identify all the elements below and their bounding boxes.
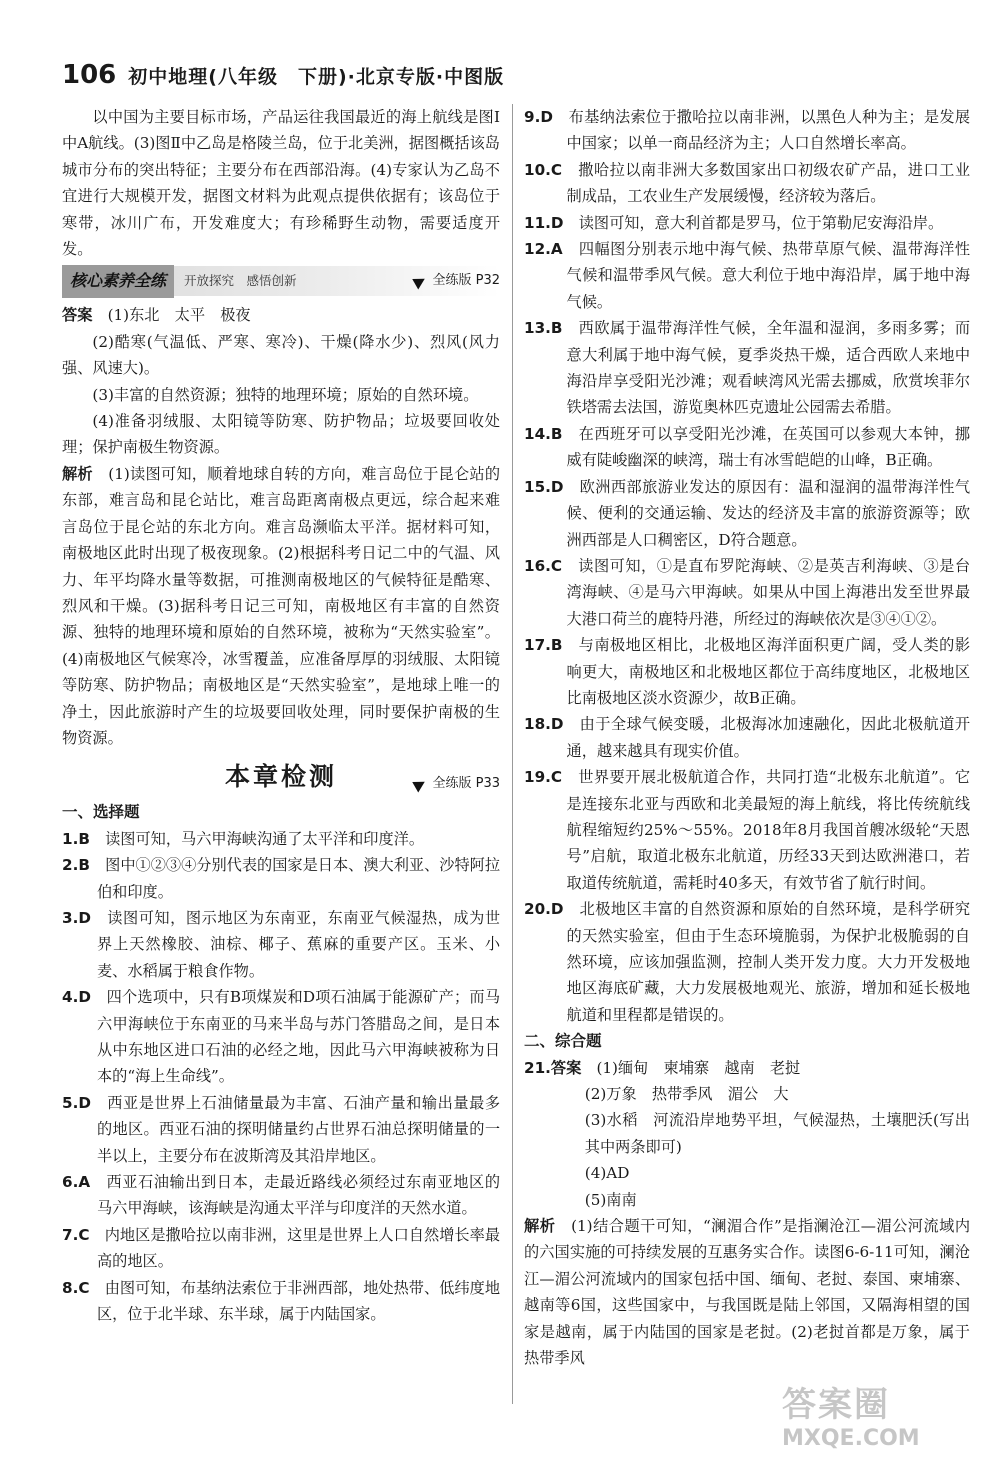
item-text: 图中①②③④分别代表的国家是日本、澳大利亚、沙特阿拉伯和印度。 [96,856,501,901]
item-number: 5.D [62,1093,91,1112]
item-text: 四个选项中，只有B项煤炭和D项石油属于能源矿产；而马六甲海峡位于东南亚的马来半岛与苏门答腊岛之间，是日本从中东地区进口石油的必经之地，因此马六甲海峡被称为日本的“海上生命线”。 [96,988,501,1086]
core-literacy-banner [62,266,500,296]
analysis-paragraph [62,461,500,751]
item-number: 7.C [62,1225,90,1244]
watermark-line2: MXQE.COM [782,1426,920,1451]
list-item [524,157,970,210]
list-item [62,826,500,852]
item-number: 9.D [524,108,553,126]
item-number: 16.C [524,556,563,575]
list-item [524,315,970,421]
item-number: 1.B [62,829,90,848]
page-number: 106 [62,60,117,90]
item-number: 8.C [62,1278,90,1297]
list-item [62,1275,500,1328]
list-item [62,1169,500,1222]
list-item [524,474,970,553]
item-number: 2.B [62,856,90,875]
list-item [524,236,970,315]
banner-title: 核心素养全练 [62,265,174,297]
item-text: 由图可知，布基纳法索位于非洲西部，地处热带、低纬度地区，位于北半球、东半球，属于内陆国家。 [96,1278,501,1324]
list-item [524,553,970,632]
page-header [62,60,504,100]
chapter-test-header [62,755,500,799]
item-number: 11.D [524,213,564,232]
book-title: 初中地理(八年级 下册)·北京专版·中图版 [128,66,505,88]
q21-answer-line [524,1055,970,1081]
item-text: 布基纳法索位于撒哈拉以南非洲，以黑色人种为主；是发展中国家；以单一商品经济为主；人口自然增长率高。 [566,108,971,153]
item-number: 12.A [524,240,563,259]
item-text: 撒哈拉以南非洲大多数国家出口初级农矿产品，进口工业制成品，工农业生产发展缓慢，经济较为落后。 [566,160,971,206]
item-text: 四幅图分别表示地中海气候、热带草原气候、温带海洋性气候和温带季风气候。意大利位于地中海沿岸，属于地中海气候。 [566,240,971,311]
banner-ref-text: 全练版 P32 [432,273,500,289]
answer-label: 答案 [550,1058,582,1077]
answer-line-2: (2)酷寒(气温低、严寒、寒冷)、干燥(降水少)、烈风(风力强、风速大)。 [62,332,500,378]
watermark-line1: 答案圈 [782,1385,890,1425]
item-number: 6.A [62,1173,91,1192]
section-title: 本章检测 [224,762,337,792]
list-item [62,905,500,984]
list-item [62,852,500,905]
list-item [524,210,970,236]
list-item [62,1222,500,1275]
section-ref [414,771,500,797]
item-text: 北极地区丰富的自然资源和原始的自然环境，是科学研究的天然实验室，但由于生态环境脆弱，为保护北极脆弱的自然环境，应该加强监测，控制人类开发力度。大力开发极地地区海底矿藏，大力发展极地观光、旅游，增加和延长极地航道和里程都是错误的。 [566,900,971,1024]
answer-line-4: (4)准备羽绒服、太阳镜等防寒、防护物品；垃圾要回收处理；保护南极生物资源。 [62,412,500,457]
item-text: 内地区是撒哈拉以南非洲，这里是世界上人口自然增长率最高的地区。 [96,1225,501,1271]
list-item [524,896,970,1028]
item-text: 与南极地区相比，北极地区海洋面积更广阔，受人类的影响更大，南极地区和北极地区都位于高纬度地区，北极地区比南极地区淡水资源少，故B正确。 [566,636,971,707]
q21-analysis-text: (1)结合题干可知，“澜湄合作”是指澜沧江—湄公河流域内的六国实施的可持续发展的互惠务实合作。读图6-6-11可知，澜沧江—湄公河流域内的国家包括中国、缅甸、老挝、泰国、柬埔寨、越南等6国，这些国家中，与我国既是陆上邻国，又隔海相望的国家是越南，属于内陆国的国家是老挝。(2)老挝首都是万象，属于热带季风 [524,1217,971,1368]
site-watermark [782,1377,982,1451]
item-text: 读图可知，①是直布罗陀海峡、②是英吉利海峡、③是台湾海峡、④是马六甲海峡。如果从中国上海港出发至世界最大港口荷兰的鹿特丹港，所经过的海峡依次是③④①②。 [566,556,971,628]
q21-answer-1: (1)缅甸 柬埔寨 越南 老挝 [596,1058,801,1077]
part1-title: 一、选择题 [62,803,140,822]
q21-answer-4: (4)AD [584,1164,630,1183]
section-ref-text: 全练版 P33 [432,776,500,792]
item-number: 15.D [524,477,564,496]
column-divider [512,104,513,1404]
list-item [62,984,500,1090]
item-text: 读图可知，图示地区为东南亚，东南亚气候湿热，成为世界上天然橡胶、油棕、椰子、蕉麻的重要产区。玉米、小麦、水稻属于粮食作物。 [96,908,501,980]
part2-title: 二、综合题 [524,1032,602,1051]
list-item [524,421,970,474]
list-item [524,711,970,764]
analysis-text: (1)读图可知，顺着地球自转的方向，难言岛位于昆仑站的东部，难言岛和昆仑站比，难言岛距离南极点更远，综合起来难言岛位于昆仑站的东北方向。难言岛濒临太平洋。据材料可知，南极地区此时出现了极夜现象。(2)根据科考日记二中的气温、风力、年平均降水量等数据，可推测南极地区的气候特征是酷寒、烈风和干燥。(3)据科考日记三可知，南极地区有丰富的自然资源、独特的地理环境和原始的自然环境，被称为“天然实验室”。(4)南极地区气候寒冷，冰雪覆盖，应准备厚厚的羽绒服、太阳镜等防寒、防护物品；南极地区是“天然实验室”，是地球上唯一的净土，因此旅游时产生的垃圾要回收处理，同时要保护南极的生物资源。 [62,464,501,747]
item-number: 20.D [524,900,564,919]
q21-number: 21. [524,1058,551,1077]
item-number: 10.C [524,160,563,179]
list-item [524,764,970,896]
answer-text-1: (1)东北 太平 极夜 [107,306,251,325]
item-text: 由于全球气候变暖，北极海冰加速融化，因此北极航道开通，越来越具有现实价值。 [566,715,971,760]
item-number: 13.B [524,319,563,338]
right-column [524,104,970,1372]
item-text: 西亚石油输出到日本，走最近路线必须经过东南亚地区的马六甲海峡，该海峡是沟通太平洋与印度洋的天然水道。 [96,1173,500,1218]
item-number: 4.D [62,988,91,1007]
analysis-label: 解析 [524,1217,556,1236]
answer-line-3: (3)丰富的自然资源；独特的地理环境；原始的自然环境。 [92,385,479,404]
answer-line-1 [62,302,500,328]
list-item [62,1090,500,1169]
list-item [524,104,970,157]
banner-ref [414,268,500,294]
item-number: 17.B [524,636,563,655]
item-number: 14.B [524,424,563,443]
item-number: 18.D [524,715,564,734]
answer-label: 答案 [62,306,93,325]
item-text: 在西班牙可以享受阳光沙滩，在英国可以参观大本钟，挪威有陡峻幽深的峡湾，瑞士有冰雪皑皑的山峰，B正确。 [566,424,971,470]
item-text: 西亚是世界上石油储量最为丰富、石油产量和输出量最多的地区。西亚石油的探明储量约占世界石油总探明储量的一半以上，主要分布在波斯湾及其沿岸地区。 [96,1093,501,1165]
banner-subtitle: 开放探究 感悟创新 [184,273,297,289]
q21-answer-5: (5)南南 [584,1190,637,1209]
item-text: 欧洲西部旅游业发达的原因有：温和湿润的温带海洋性气候、便利的交通运输、发达的经济及丰富的旅游资源等；欧洲西部是人口稠密区，D符合题意。 [566,477,971,549]
send-arrow-icon [413,777,429,793]
analysis-label: 解析 [62,464,93,483]
left-column [62,104,500,1327]
q21-analysis [524,1213,970,1371]
item-text: 读图可知，马六甲海峡沟通了太平洋和印度洋。 [105,829,425,848]
item-number: 3.D [62,908,91,927]
send-arrow-icon [413,273,429,289]
item-text: 读图可知，意大利首都是罗马，位于第勒尼安海沿岸。 [578,213,944,232]
q21-answer-3: (3)水稻 河流沿岸地势平坦，气候湿热，土壤肥沃(写出其中两条即可) [584,1111,970,1156]
item-text: 世界要开展北极航道合作，共同打造“北极东北航道”。它是连接东北亚与西欧和北美最短的海上航线，将比传统航线航程缩短约25%～55%。2018年8月我国首艘冰级轮“天恩号”启航，取道北极东北航道，历经33天到达欧洲港口，若取道传统航道，需耗时40多天，有效节省了航行时间。 [566,768,971,892]
item-text: 西欧属于温带海洋性气候，全年温和湿润，多雨多雾；而意大利属于地中海气候，夏季炎热干燥，适合西欧人来地中海沿岸享受阳光沙滩；观看峡湾风光需去挪威，欣赏埃菲尔铁塔需去法国，游览奥林匹克遗址公园需去希腊。 [566,319,971,417]
list-item [524,632,970,711]
intro-paragraph: 以中国为主要目标市场，产品运往我国最近的海上航线是图Ⅰ中A航线。(3)图Ⅱ中乙岛是格陵兰岛，位于北美洲，据图概括该岛城市分布的突出特征；主要分布在西部沿海。(4)专家认为乙岛不宜进行大规模开发，据图文材料为此观点提供依据有；该岛位于寒带，冰川广布，开发难度大；有珍稀野生动物，需要适度开发。 [62,108,500,259]
q21-answer-2: (2)万象 热带季风 湄公 大 [584,1085,789,1104]
item-number: 19.C [524,768,563,787]
